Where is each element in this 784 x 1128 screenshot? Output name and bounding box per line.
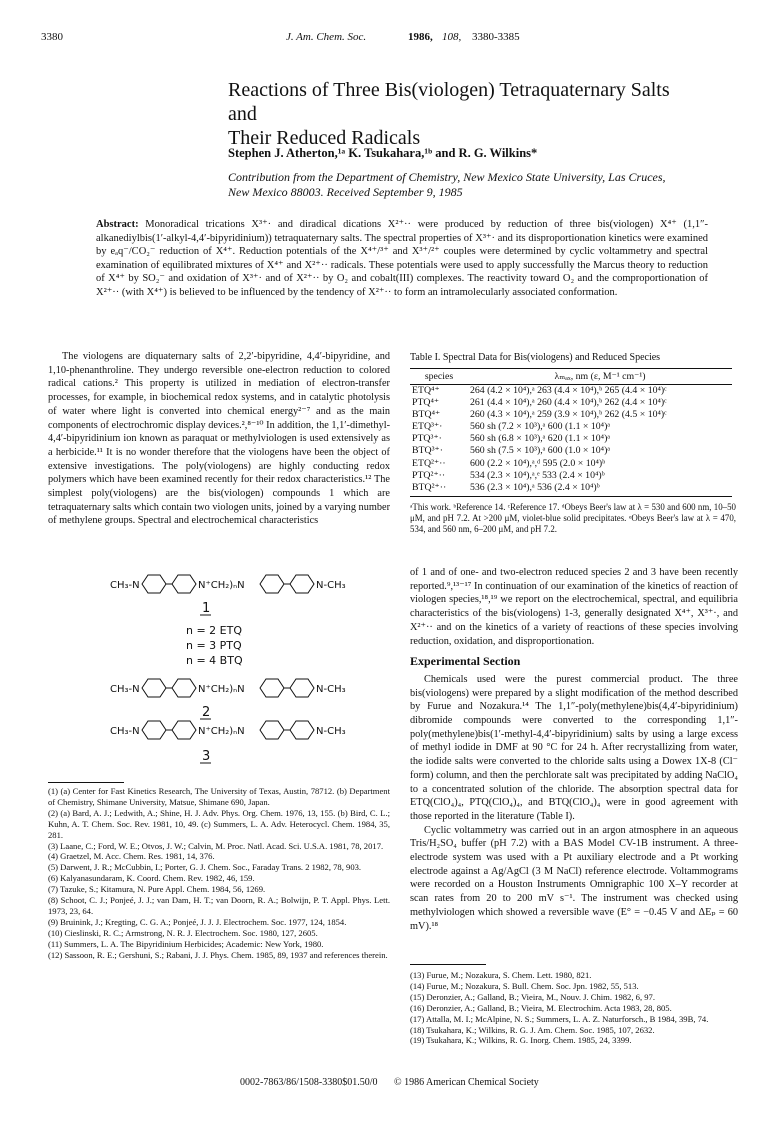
footnote-11: (11) Summers, L. A. The Bipyridinium Herbicides; Academic: New York, 1980.: [48, 938, 324, 949]
s3-ring-3: [260, 721, 284, 739]
table-row: [410, 397, 732, 409]
title-line-1: Reactions of Three Bis(viologen) Tetraquaternary Salts and: [228, 79, 670, 125]
right-paragraph-2: Chemicals used were the purest commercial product. The three bis(viologens) were prepared by a slight modification of the method described by Furue and Nozakura.¹⁴ The 1,1″-poly(methylene)bis(4,4′-bipyridinium) dibromide compounds were converted to the corresponding 1,1″-poly(methylene)bis(1′-methyl-4,4′-bipyridinium) salts by using a large excess of methyl iodide in DMF at 90 °C for 24 h. After recrystallizing from water, the iodide salts were converted to the chloride salts using a Dowex 1X-8 (Cl⁻ form) column, and then the perchlorate salt was precipitated by adding NaClO₄ to a concentrated solution of the chloride. The absorption spectral data for ETQ(ClO₄)₄, PTQ(ClO₄)₄, and BTQ(ClO₄)₄ were in good agreement with those reported in the literature (Table I).: [410, 673, 738, 822]
page-number: 3380: [41, 31, 63, 43]
journal-pages: 3380-3385: [472, 31, 520, 43]
table-cell-values: 600 (2.2 × 10⁴),ᵃ,ᵈ 595 (2.0 × 10⁴)ᵇ: [470, 457, 606, 469]
footnote-4: (4) Graetzel, M. Acc. Chem. Res. 1981, 14, 376.: [48, 851, 215, 862]
s1-ring-2: [172, 575, 196, 593]
s3-ring-4: [290, 721, 314, 739]
s2-chain: N⁺CH₂)ₙN: [198, 684, 245, 695]
s3-ring-2: [172, 721, 196, 739]
spectral-table: [410, 368, 732, 497]
s3-right-group: N-CH₃: [316, 726, 346, 737]
table-cell-species: PTQ⁴⁺: [412, 397, 440, 409]
footnotes-left: [48, 786, 390, 961]
n-value-etq: n = 2 ETQ: [186, 624, 243, 637]
table-header-lambda: λₘₐₓ, nm (ε, M⁻¹ cm⁻¹): [468, 369, 732, 385]
s2-ring-2: [172, 679, 196, 697]
title-line-2: Their Reduced Radicals: [228, 127, 421, 149]
affiliation-line-2: New Mexico 88003. Received September 9, 1985: [228, 185, 463, 199]
table-cell-species: BTQ²⁺··: [410, 482, 468, 497]
structure-3: [110, 721, 346, 764]
compound-number-2: 2: [202, 705, 211, 720]
s2-right-group: N-CH₃: [316, 684, 346, 695]
footer-code: 0002-7863/86/1508-3380$01.50/0: [240, 1077, 378, 1088]
s1-left-group: CH₃-N: [110, 580, 140, 591]
n-value-ptq: n = 3 PTQ: [186, 639, 242, 652]
journal-year: 1986,: [408, 31, 433, 43]
s1-chain: N⁺CH₂)ₙN: [198, 580, 245, 591]
footnote-5: (5) Darwent, J. R.; McCubbin, I.; Porter, G. J. Chem. Soc., Faraday Trans. 2 1982, 78, 903.: [48, 862, 362, 873]
footnotes-right: [410, 970, 738, 1046]
structures-svg: [48, 570, 390, 770]
table-row: [410, 433, 732, 445]
abstract-text: Monoradical trications X³⁺· and diradical dications X²⁺·· were produced by reduction of three bis(viologen) X⁴⁺ (1,1″-alkanediylbis(1′-alkyl-4,4′-bipyridinium)) tetraquaternary salts. The spectral properties of X³⁺· and its disproportionation kinetics were examined by eₐq⁻/CO₂⁻ reduction of X⁴⁺. Reduction potentials of the X⁴⁺/³⁺ and X³⁺/²⁺ couples were determined by cyclic voltammetry and spectral examination of equilibrated mixtures of X⁴⁺ and X²⁺·· radicals. These potentials were used to apply successfully the Marcus theory to reduction of X⁴⁺ by SO₂⁻ and oxidation of X³⁺· and of X²⁺·· by O₂ and cobalt(III) complexes. The reactivity toward O₂ and the comproportionation of X²⁺·· (with X⁴⁺) is believed to be influenced by the tendency of X²⁺·· to form an intramolecularly associated conformation.: [96, 219, 708, 298]
footnote-rule-left: [48, 782, 124, 783]
table-cell-species: PTQ³⁺·: [412, 433, 442, 445]
s2-ring-1: [142, 679, 166, 697]
abstract-label: Abstract:: [96, 219, 139, 230]
table-cell-values: 560 sh (7.5 × 10³),ᵃ 600 (1.0 × 10⁴)ᵃ: [470, 445, 611, 457]
table-cell-values: 536 (2.3 × 10⁴),ᵃ 536 (2.4 × 10⁴)ᵇ: [468, 482, 732, 497]
footnote-rule-right: [410, 964, 486, 965]
footnote-16: (16) Deronzier, A.; Galland, B.; Vieira, M. Electrochim. Acta 1983, 28, 805.: [410, 1002, 672, 1013]
table-caption: Table I. Spectral Data for Bis(viologens) and Reduced Species: [410, 352, 661, 363]
compound-number-1: 1: [202, 601, 211, 616]
footer-copyright: © 1986 American Chemical Society: [394, 1077, 539, 1088]
table-cell-species: BTQ⁴⁺: [412, 409, 441, 421]
table-cell-species: ETQ²⁺··: [412, 457, 446, 469]
footnote-6: (6) Kalyanasundaram, K. Coord. Chem. Rev. 1982, 46, 159.: [48, 873, 255, 884]
table-row: [410, 482, 732, 497]
table-row: [410, 470, 732, 482]
table-cell-values: 260 (4.3 × 10⁴),ᵃ 259 (3.9 × 10⁴),ᵇ 262 (4.5 × 10⁴)ᶜ: [470, 409, 667, 421]
table-cell-values: 264 (4.2 × 10⁴),ᵃ 263 (4.4 × 10⁴),ᵇ 265 (4.4 × 10⁴)ᶜ: [470, 385, 667, 396]
table-cell-values: 534 (2.3 × 10⁴),ᵃ,ᵉ 533 (2.4 × 10⁴)ᵇ: [470, 469, 605, 481]
footnote-19: (19) Tsukahara, K.; Wilkins, R. G. Inorg. Chem. 1985, 24, 3399.: [410, 1035, 632, 1046]
page-footer: [240, 1077, 539, 1088]
footnote-9: (9) Bruinink, J.; Kregting, C. G. A.; Ponjeé, J. J. J. Electrochem. Soc. 1977, 124, 1854.: [48, 916, 347, 927]
table-header-species: species: [410, 369, 468, 385]
table-cell-species: ETQ⁴⁺: [412, 385, 440, 396]
right-column-text: [410, 566, 738, 933]
footnote-18: (18) Tsukahara, K.; Wilkins, R. G. J. Am. Chem. Soc. 1985, 107, 2632.: [410, 1024, 655, 1035]
table-row: [410, 421, 732, 433]
footnote-7: (7) Tazuke, S.; Kitamura, N. Pure Appl. Chem. 1984, 56, 1269.: [48, 884, 266, 895]
structures-figure: [48, 570, 390, 770]
intro-paragraph: [48, 350, 390, 528]
footnote-15: (15) Deronzier, A.; Galland, B.; Vieira, M., Nouv. J. Chim. 1982, 6, 97.: [410, 991, 655, 1002]
footnote-17: (17) Attalla, M. I.; McAlpine, N. S.; Summers, L. A. Z. Naturforsch., B 1984, 39B, 74.: [410, 1013, 709, 1024]
footnote-14: (14) Furue, M.; Nozakura, S. Bull. Chem. Soc. Jpn. 1982, 55, 513.: [410, 980, 639, 991]
authors: Stephen J. Atherton,¹ᵃ K. Tsukahara,¹ᵇ and R. G. Wilkins*: [228, 146, 538, 160]
footnote-12: (12) Sassoon, R. E.; Gershuni, S.; Rabani, J. J. Phys. Chem. 1985, 89, 1937 and references therein.: [48, 949, 388, 960]
table-row: [410, 385, 732, 398]
footnote-2: (2) (a) Bard, A. J.; Ledwith, A.; Shine, H. J. Adv. Phys. Org. Chem. 1976, 13, 155. (b) Bird, C. L.; Kuhn, A. T. Chem. Soc. Rev. 1981, 10, 49. (c) Summers, L. A. Adv. Heterocycl. Chem. 1984, 35, 281.: [48, 807, 390, 840]
right-paragraph-3: Cyclic voltammetry was carried out in an argon atmosphere in an aqueous Tris/H₂SO₄ buffer (pH 7.2) with a BAS Model CV-1B instrument. A three-electrode system was used with a Pt auxiliary electrode and a Pt working electrode against a Ag/AgCl (3 M NaCl) reference electrode. Voltammograms were recorded on a Houston Instruments Omnigraphic 100 X–Y recorder at scan rates from 20 to 200 mV s⁻¹. The instrument was checked using methylviologen which showed a reversible wave (E° = −0.45 V and ΔEₚ = 60 mV).¹⁸: [410, 824, 738, 932]
s1-ring-1: [142, 575, 166, 593]
s2-left-group: CH₃-N: [110, 684, 140, 695]
affiliation-line-1: Contribution from the Department of Chemistry, New Mexico State University, Las Cruces,: [228, 170, 666, 184]
table-notes: ᵃThis work. ᵇReference 14. ᶜReference 17. ᵈObeys Beer's law at λ = 530 and 600 nm, 10–50 μM, and pH 7.2. At >200 μM, violet-blue solid precipitates. ᵉObeys Beer's law at λ = 470, 534, and 560 nm, 6–200 μM, and pH 7.2.: [410, 502, 736, 534]
section-title: Experimental Section: [410, 654, 521, 669]
compound-number-3: 3: [202, 749, 211, 764]
footnote-3: (3) Laane, C.; Ford, W. E.; Otvos, J. W.; Calvin, M. Proc. Natl. Acad. Sci. U.S.A. 1981, 78, 2017.: [48, 840, 384, 851]
structure-1: [110, 575, 346, 616]
s1-ring-3: [260, 575, 284, 593]
s3-left-group: CH₃-N: [110, 726, 140, 737]
structure-2: [110, 679, 346, 720]
journal-volume: 108,: [442, 31, 462, 43]
n-value-btq: n = 4 BTQ: [186, 654, 243, 667]
journal-name: J. Am. Chem. Soc.: [286, 31, 367, 43]
s2-ring-3: [260, 679, 284, 697]
table-row: [410, 445, 732, 457]
footnote-8: (8) Schoot, C. J.; Ponjeé, J. J.; van Dam, H. T.; van Doorn, R. A.; Bolwijn, P. T. Appl. Phys. Lett. 1973, 23, 64.: [48, 895, 390, 916]
table-cell-values: 560 sh (6.8 × 10³),ᵃ 620 (1.1 × 10⁴)ᵃ: [470, 433, 611, 445]
affiliation: [228, 170, 698, 200]
footnote-1: (1) (a) Center for Fast Kinetics Research, The University of Texas, Austin, 78712. (b) Department of Chemistry, Shimane University, Matsue, Shimane 690, Japan.: [48, 786, 390, 807]
right-paragraph-1: of 1 and of one- and two-electron reduced species 2 and 3 have been recently reported.⁹,¹³⁻¹⁷ In continuation of our examination of the kinetics of reaction of viologen species,¹⁸,¹⁹ we report on the electrochemical, spectral, and equilibria characteristics of the bis(viologens) 1-3, generally designated X⁴⁺, X³⁺·, and X²⁺·· and on the kinetics of a variety of reactions of these species involving reduction, oxidation, and disproportionation.: [410, 567, 738, 647]
table-cell-values: 560 sh (7.2 × 10³),ᵃ 600 (1.1 × 10⁴)ᵃ: [470, 421, 611, 433]
spectral-data-table: [410, 368, 732, 497]
abstract: [96, 218, 708, 299]
article-title: [228, 78, 688, 150]
s1-ring-4: [290, 575, 314, 593]
table-cell-species: ETQ³⁺·: [412, 421, 443, 433]
table-cell-values: 261 (4.4 × 10⁴),ᵃ 260 (4.4 × 10⁴),ᵇ 262 (4.4 × 10⁴)ᶜ: [470, 397, 667, 409]
table-cell-species: PTQ²⁺··: [412, 469, 446, 481]
footnote-13: (13) Furue, M.; Nozakura, S. Chem. Lett. 1980, 821.: [410, 970, 592, 980]
table-row: [410, 409, 732, 421]
table-cell-species: BTQ³⁺·: [412, 445, 443, 457]
intro-text: The viologens are diquaternary salts of 2,2′-bipyridine, 4,4′-bipyridine, and 1,10-phenanthroline. They undergo reversible one-electron reduction to colored radical cations.² This property is utilized in mediation of electron-transfer processes, for example, in biochemical redox systems, and in catalytic photolysis of water where light is converted into chemical energy²⁻⁷ and as the main components of electrochromic display devices.²,⁸⁻¹⁰ In addition, the 1,1′-dimethyl-4,4′-bipyridinium ion known as paraquat or methylviologen is used extensively as a herbicide.¹¹ It is no wonder therefore that the viologens have been the object of extensive investigations. The poly(viologens) are highly conducting redox polymers which have been examined recently for their redox characteristics.¹² The simplest poly(viologens) are the bis(viologen) compounds 1 which are tetraquaternary salts which contain two viologen units, joined by a varying number of methylene groups. Spectral and electrochemical characteristics: [48, 351, 390, 527]
footnote-10: (10) Cieslinski, R. C.; Armstrong, N. R. J. Electrochem. Soc. 1980, 127, 2605.: [48, 927, 318, 938]
s2-ring-4: [290, 679, 314, 697]
s3-ring-1: [142, 721, 166, 739]
s3-chain: N⁺CH₂)ₙN: [198, 726, 245, 737]
s1-right-group: N-CH₃: [316, 580, 346, 591]
table-row: [410, 458, 732, 470]
